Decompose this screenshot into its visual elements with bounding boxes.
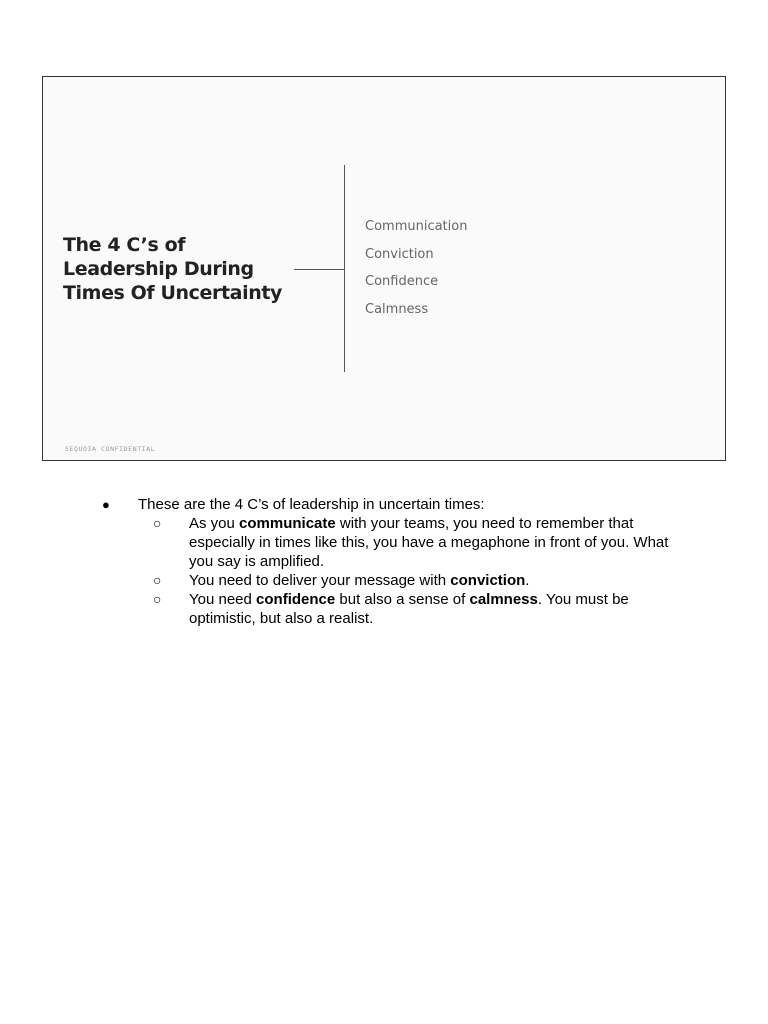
text-run: You need [189,591,257,608]
bullet-text: These are the 4 C’s of leadership in uncertain times: [138,496,485,513]
list-item: Communication [365,219,468,234]
text-run: . You must be optimistic, but also a realist. [189,591,629,627]
sub-bullet-text [189,590,669,628]
sub-bullet-icon: ○ [153,515,162,531]
sub-bullet-icon: ○ [153,591,162,607]
sub-bullet-icon: ○ [153,572,162,588]
bullet-icon: ● [102,497,110,512]
sub-bullet-item [0,514,768,571]
sub-bullet-text [189,514,669,571]
bold-term: confidence [256,591,336,608]
bold-term: calmness [469,591,538,608]
speaker-notes [0,495,768,628]
confidential-footer: SEQUOIA CONFIDENTIAL [65,445,156,453]
bold-term: conviction [450,572,526,589]
sub-bullet-text [189,571,669,590]
sub-bullet-item [0,571,768,590]
connector-vertical-line [344,165,345,372]
four-cs-list [365,217,467,327]
connector-horizontal-line [294,269,344,270]
bold-term: communicate [239,515,336,532]
sub-bullet-item [0,590,768,628]
text-run: . [525,572,530,589]
list-item: Conviction [365,246,434,262]
text-run: but also a sense of [335,591,470,608]
text-run: You need to deliver your message with [189,572,451,589]
list-item: Confidence [365,274,439,290]
slide-title-line: Leadership During [63,258,254,280]
slide-title [63,233,303,305]
list-item: Calmness [365,301,429,317]
slide-title-line: The 4 C’s of [63,234,186,256]
text-run: with your teams, you need to remember that especially in times like this, you have a megaphone in front of you. What you say is amplified. [189,515,669,570]
text-run: As you [189,515,240,532]
slide-title-line: Times Of Uncertainty [63,282,282,304]
slide-thumbnail [42,76,726,461]
bullet-item [0,495,768,514]
